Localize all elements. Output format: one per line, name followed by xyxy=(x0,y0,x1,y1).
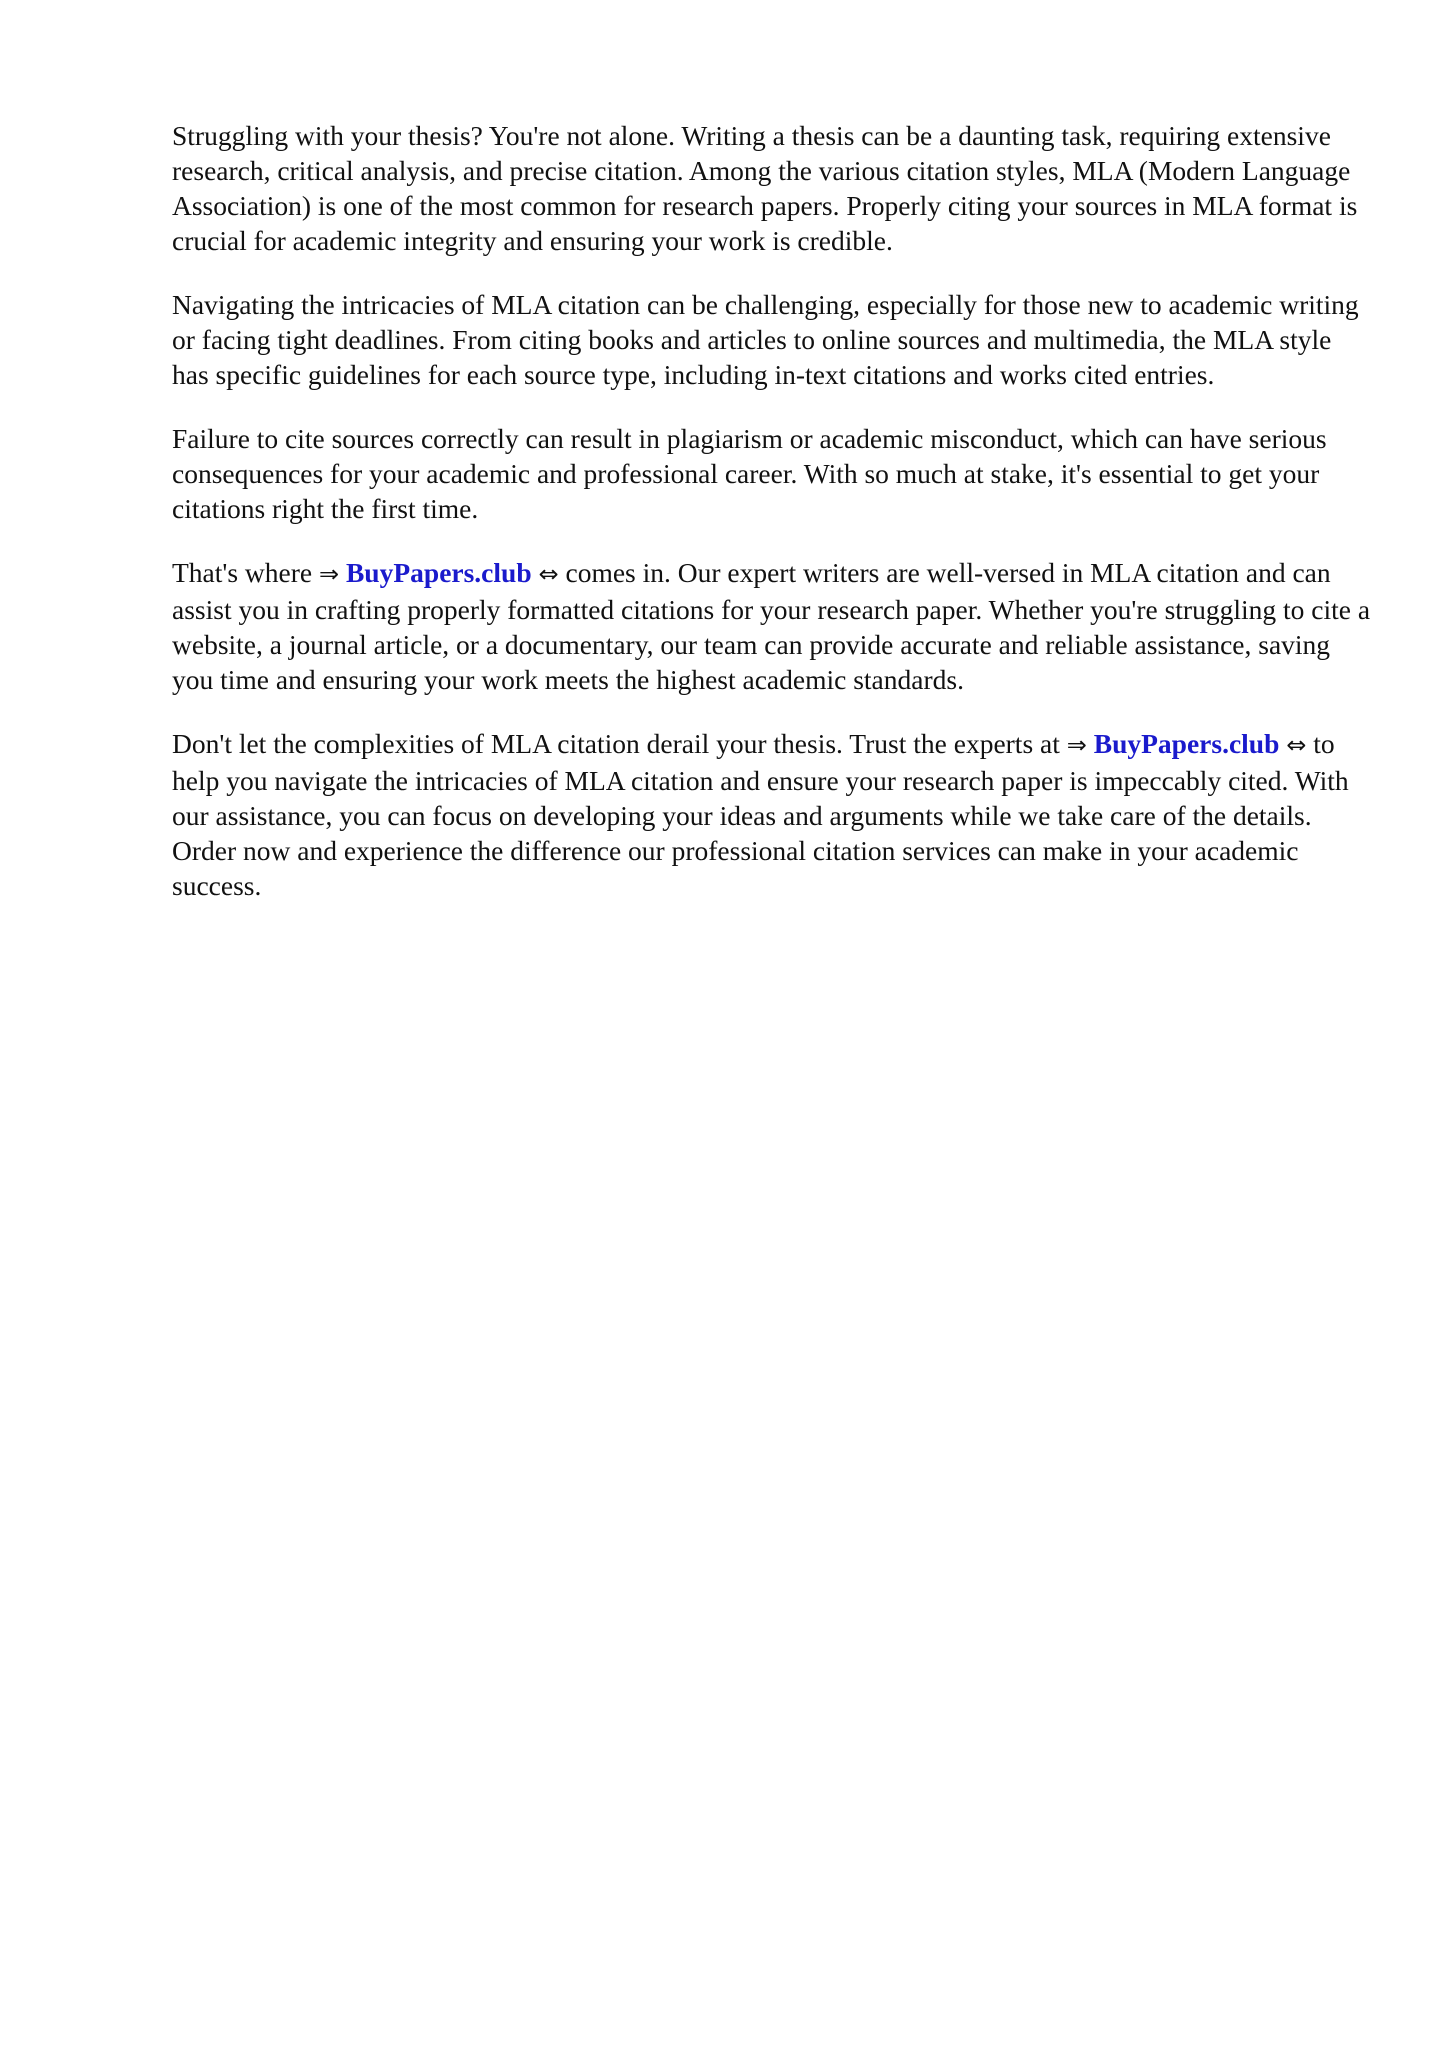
paragraph-4-lead: That's where xyxy=(172,557,313,588)
paragraph-4-body: comes in. Our expert writers are well-versed in MLA citation and can assist you in crafting properly formatted citations for your research paper. Whether you're struggling to cite a website, a journal article, or a documentary, our team can provide accurate and reliable assistance, saving you time and ensuring your work meets the highest academic standards. xyxy=(172,557,1371,695)
paragraph-5-body: to help you navigate the intricacies of MLA citation and ensure your research paper is impeccably cited. With our assistance, you can focus on developing your ideas and arguments while we take care of the details. Order now and experience the difference our professional citation services can make in your academic success. xyxy=(172,728,1349,901)
paragraph-2: Navigating the intricacies of MLA citation can be challenging, especially for those new to academic writing or facing tight deadlines. From citing books and articles to online sources and multimedia, the MLA style has specific guidelines for each source type, including in-text citations and works cited entries. xyxy=(172,289,1359,390)
double-arrow-icon: ⇔ xyxy=(538,560,559,588)
paragraph-5-lead: Don't let the complexities of MLA citation derail your thesis. Trust the experts at xyxy=(172,728,1060,759)
paragraph-3: Failure to cite sources correctly can result in plagiarism or academic misconduct, which can have serious consequences for your academic and professional career. With so much at stake, it's essential to get your citations right the first time. xyxy=(172,423,1327,524)
double-arrow-icon: ⇔ xyxy=(1286,731,1307,759)
buypapers-link[interactable]: BuyPapers.club xyxy=(345,557,532,588)
paragraph-1: Struggling with your thesis? You're not alone. Writing a thesis can be a daunting task, requiring extensive research, critical analysis, and precise citation. Among the various citation styles, MLA (Modern Language Association) is one of the most common for research papers. Properly citing your sources in MLA format is crucial for academic integrity and ensuring your work is credible. xyxy=(172,120,1358,256)
buypapers-link[interactable]: BuyPapers.club xyxy=(1093,728,1280,759)
paragraph-4 xyxy=(172,555,1372,697)
document-page xyxy=(172,118,1372,932)
paragraph-5 xyxy=(172,726,1372,903)
right-arrow-icon: ⇒ xyxy=(1066,731,1087,759)
right-arrow-icon: ⇒ xyxy=(318,560,340,588)
